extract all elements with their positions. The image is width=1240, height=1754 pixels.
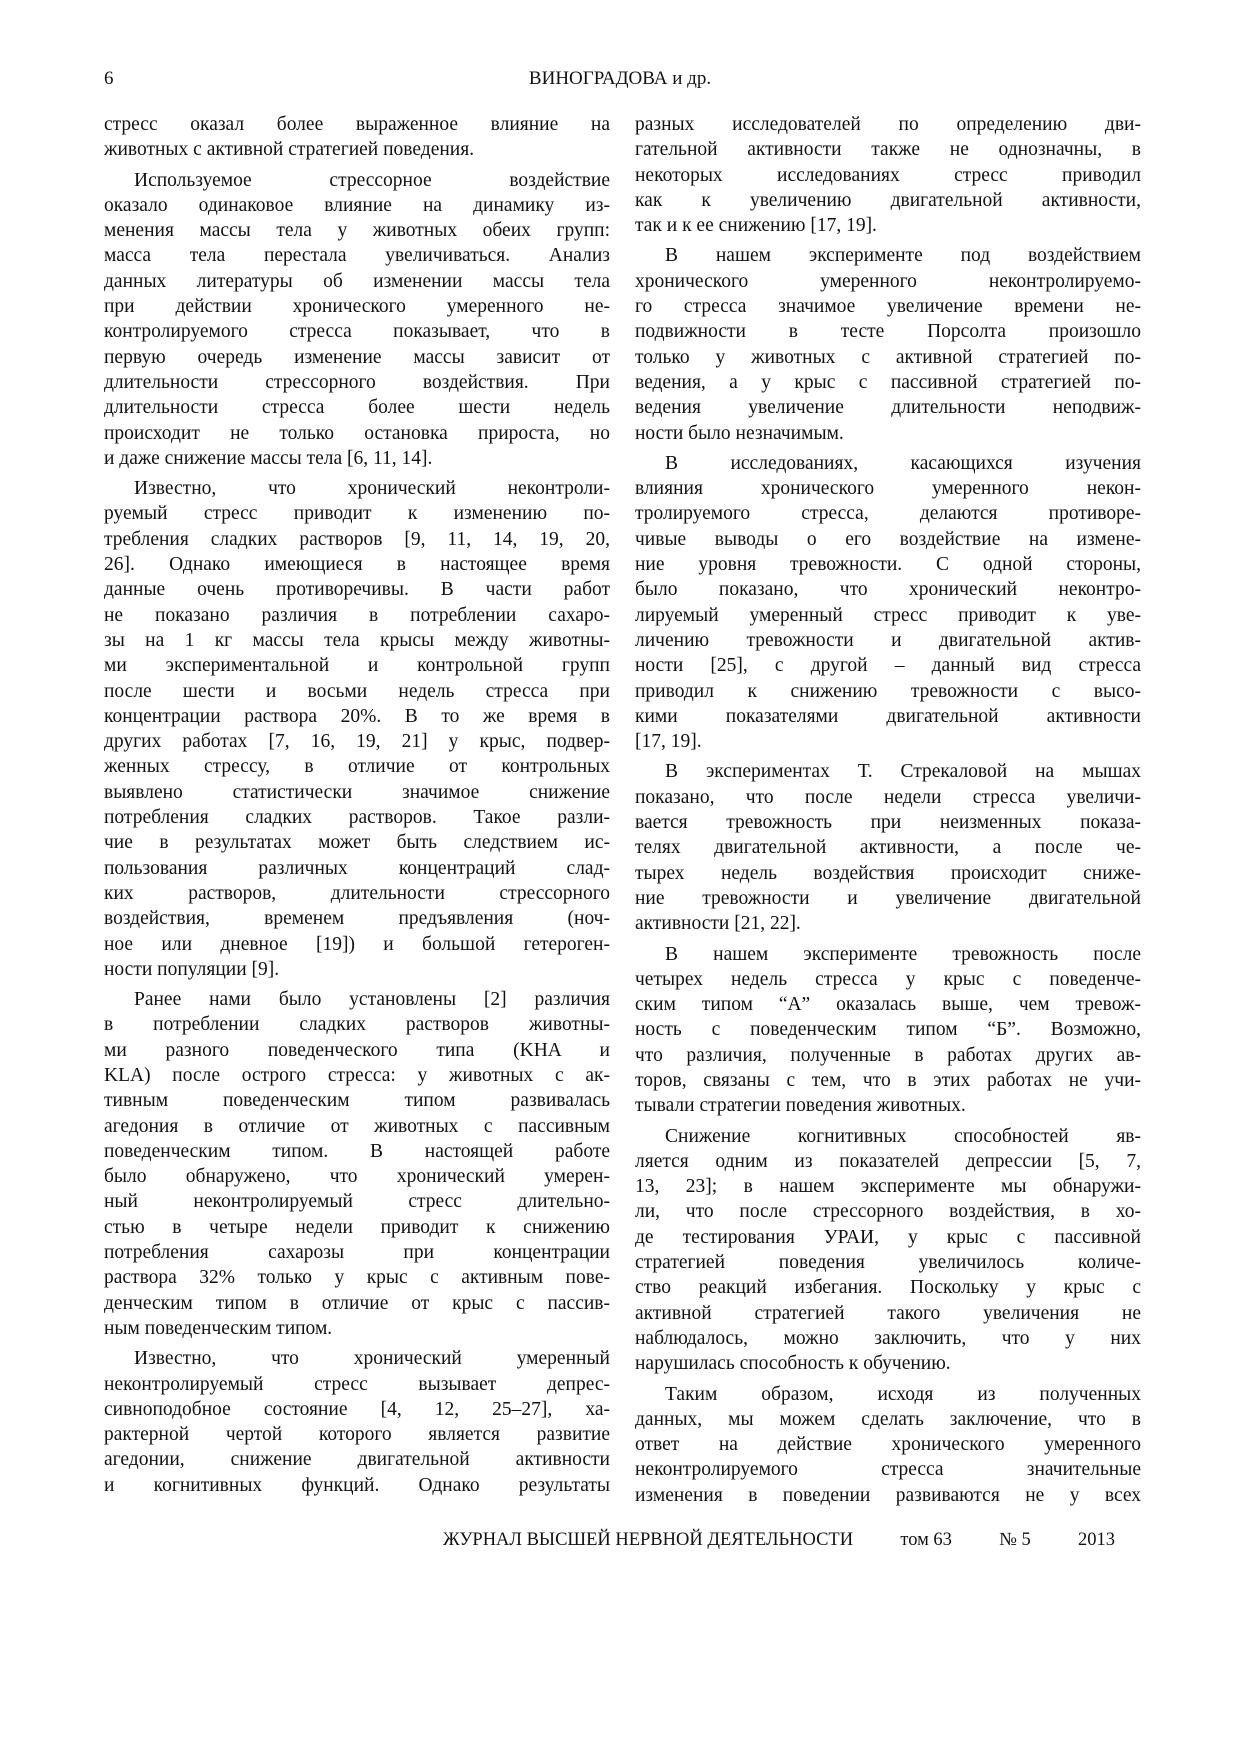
text-line: сивноподобное состояние [4, 12, 25–27], ха-	[104, 1398, 610, 1420]
text-line: было показано, что хронический неконтро-	[635, 579, 1141, 601]
text-line: неконтролируемый стресс вызывает депрес-	[104, 1373, 610, 1395]
text-line: ный неконтролируемый стресс длительно-	[104, 1191, 610, 1213]
text-line: денческим типом в отличие от крыс с пассив-	[104, 1292, 610, 1314]
text-line: тролируемого стресса, делаются противоре-	[635, 503, 1141, 525]
text-line: влияния хронического умеренного некон-	[635, 478, 1141, 500]
text-line: что различия, полученные в работах других ав-	[635, 1044, 1141, 1066]
text-line: других работах [7, 16, 19, 21] у крыс, подвер-	[104, 731, 610, 753]
text-line: 26]. Однако имеющиеся в настоящее время	[104, 554, 610, 576]
text-line: оказало одинаковое влияние на динамику из-	[104, 194, 610, 216]
text-line: длительности стрессорного воздействия. При	[104, 371, 610, 393]
text-line: только у животных с активной стратегией по-	[635, 346, 1141, 368]
text-line: и когнитивных функций. Однако результаты	[104, 1474, 610, 1496]
text-line: некоторых исследованиях стресс приводил	[635, 164, 1141, 186]
text-line: животных с активной стратегией поведения.	[104, 139, 475, 161]
text-line: ких растворов, длительности стрессорного	[104, 882, 610, 904]
text-line: хронического умеренного неконтролируемо-	[635, 270, 1141, 292]
text-line: гательной активности также не однозначны, в	[635, 139, 1141, 161]
paragraph	[104, 1346, 610, 1498]
text-line: потребления сахарозы при концентрации	[104, 1242, 610, 1264]
text-line: неконтролируемого стресса значительные	[635, 1459, 1141, 1481]
text-line: четырех недель стресса у крыс с поведенче-	[635, 968, 1141, 990]
text-line: концентрации раствора 20%. В то же время в	[104, 705, 610, 727]
text-line: кими показателями двигательной активности	[635, 705, 1141, 727]
journal-name: ЖУРНАЛ ВЫСШЕЙ НЕРВНОЙ ДЕЯТЕЛЬНОСТИ	[443, 1530, 854, 1550]
paragraph	[635, 451, 1141, 755]
text-line: тивным поведенческим типом развивалась	[104, 1090, 610, 1112]
text-line: так и к ее снижению [17, 19].	[635, 215, 877, 237]
paragraph	[635, 112, 1141, 238]
text-line: ность с поведенческим типом “Б”. Возможно,	[635, 1019, 1141, 1041]
text-line: ми разного поведенческого типа (KHA и	[104, 1039, 610, 1061]
text-line: потребления сладких растворов. Такое разли-	[104, 807, 610, 829]
text-line: ние тревожности и увеличение двигательной	[635, 887, 1141, 909]
paragraph	[104, 476, 610, 982]
text-line: женных стрессу, в отличие от контрольных	[104, 756, 610, 778]
text-line: вается тревожность при неизменных показа-	[635, 812, 1141, 834]
text-line: ное или дневное [19]) и большой гетероген-	[104, 933, 610, 955]
text-line: В экспериментах Т. Стрекаловой на мышах	[665, 761, 1141, 783]
text-line: ляется одним из показателей депрессии [5, 7,	[635, 1150, 1141, 1172]
text-line: в потреблении сладких растворов животны-	[104, 1014, 610, 1036]
text-line: данные очень противоречивы. В части работ	[104, 579, 610, 601]
journal-issue: № 5	[999, 1530, 1031, 1550]
text-line: пользования различных концентраций слад-	[104, 857, 610, 879]
text-line: разных исследователей по определению дви-	[635, 114, 1141, 135]
text-line: контролируемого стресса показывает, что в	[104, 321, 610, 343]
text-line: было обнаружено, что хронический умерен-	[104, 1166, 610, 1188]
text-line: Снижение когнитивных способностей яв-	[665, 1125, 1141, 1147]
paragraph	[635, 942, 1141, 1119]
paragraph	[635, 1124, 1141, 1377]
text-line: требления сладких растворов [9, 11, 14, 19, 20,	[104, 528, 610, 550]
text-line: го стресса значимое увеличение времени не-	[635, 296, 1141, 318]
text-line: ми экспериментальной и контрольной групп	[104, 655, 610, 677]
journal-volume: том 63	[900, 1530, 952, 1550]
paragraph	[635, 759, 1141, 936]
text-line: ответ на действие хронического умеренного	[635, 1434, 1141, 1456]
text-line: как к увеличению двигательной активности,	[635, 189, 1141, 211]
text-line: происходит не только остановка прироста, но	[104, 422, 610, 444]
text-line: длительности стресса более шести недель	[104, 397, 610, 419]
text-line: Известно, что хронический умеренный	[134, 1348, 610, 1370]
text-line: показано, что после недели стресса увеличи-	[635, 786, 1141, 808]
text-line: ведения увеличение длительности неподвиж-	[635, 397, 1141, 419]
text-line: наблюдалось, можно заключить, что у них	[635, 1327, 1141, 1349]
text-line: торов, связаны с тем, что в этих работах не учи-	[635, 1069, 1141, 1091]
paragraph	[104, 168, 610, 472]
text-line: и даже снижение массы тела [6, 11, 14].	[104, 447, 433, 469]
text-line: подвижности в тесте Порсолта произошло	[635, 321, 1141, 343]
journal-footer	[443, 1530, 1115, 1551]
paragraph	[104, 987, 610, 1341]
text-line: агедония в отличие от животных с пассивным	[104, 1115, 610, 1137]
text-line: тывали стратегии поведения животных.	[635, 1095, 966, 1117]
left-column	[104, 112, 610, 1503]
journal-year: 2013	[1078, 1530, 1115, 1550]
text-line: В нашем эксперименте тревожность после	[665, 943, 1141, 965]
running-title: ВИНОГРАДОВА и др.	[528, 68, 712, 89]
paragraph	[635, 1382, 1141, 1508]
text-line: ским типом “А” оказалась выше, чем тревож-	[635, 994, 1141, 1016]
text-line: при действии хронического умеренного не-	[104, 296, 610, 318]
text-line: данных литературы об изменении массы тела	[104, 270, 610, 292]
text-line: руемый стресс приводит к изменению по-	[104, 503, 610, 525]
page-number: 6	[104, 68, 114, 89]
text-line: Известно, что хронический неконтроли-	[134, 478, 610, 500]
text-line: зы на 1 кг массы тела крысы между животны-	[104, 629, 610, 651]
text-line: активной стратегией такого увеличения не	[635, 1302, 1141, 1324]
text-line: ным поведенческим типом.	[104, 1317, 333, 1339]
text-line: В нашем эксперименте под воздействием	[665, 245, 1141, 267]
text-line: стратегией поведения увеличилось количе-	[635, 1252, 1141, 1274]
right-column	[635, 112, 1141, 1513]
text-line: менения массы тела у животных обеих групп:	[104, 220, 610, 242]
text-line: стресс оказал более выраженное влияние на	[104, 114, 610, 135]
text-line: стью в четыре недели приводит к снижению	[104, 1216, 610, 1238]
text-line: чие в результатах может быть следствием ис-	[104, 832, 610, 854]
text-line: ство реакций избегания. Поскольку у крыс с	[635, 1277, 1141, 1299]
text-line: раствора 32% только у крыс с активным пове-	[104, 1267, 610, 1289]
text-line: нарушилась способность к обучению.	[635, 1353, 951, 1375]
text-line: Таким образом, исходя из полученных	[665, 1383, 1141, 1405]
text-line: Используемое стрессорное воздействие	[134, 169, 610, 191]
text-line: Ранее нами было установлены [2] различия	[134, 989, 610, 1011]
text-line: [17, 19].	[635, 731, 702, 753]
paragraph	[104, 112, 610, 163]
text-line: ности популяции [9].	[104, 958, 280, 980]
text-line: после шести и восьми недель стресса при	[104, 680, 610, 702]
text-line: агедонии, снижение двигательной активности	[104, 1449, 610, 1471]
text-line: В исследованиях, касающихся изучения	[665, 452, 1141, 474]
text-line: чивые выводы о его воздействие на измене-	[635, 528, 1141, 550]
text-line: масса тела перестала увеличиваться. Анализ	[104, 245, 610, 267]
text-line: выявлено статистически значимое снижение	[104, 781, 610, 803]
text-line: изменения в поведении развиваются не у всех	[635, 1484, 1141, 1506]
text-line: телях двигательной активности, а после че-	[635, 837, 1141, 859]
text-line: ли, что после стрессорного воздействия, в хо-	[635, 1201, 1141, 1223]
text-line: KLA) после острого стресса: у животных с ак-	[104, 1064, 610, 1086]
text-line: ности было незначимым.	[635, 422, 844, 444]
text-line: де тестирования УРАИ, у крыс с пассивной	[635, 1226, 1141, 1248]
text-line: приводил к снижению тревожности с высо-	[635, 680, 1141, 702]
text-line: активности [21, 22].	[635, 913, 801, 935]
paragraph	[635, 243, 1141, 445]
text-line: ности [25], с другой – данный вид стресса	[635, 655, 1141, 677]
text-line: ведения, а у крыс с пассивной стратегией по-	[635, 371, 1141, 393]
text-line: поведенческим типом. В настоящей работе	[104, 1140, 610, 1162]
text-line: воздействия, временем предъявления (ноч-	[104, 908, 610, 930]
text-line: не показано различия в потреблении сахаро-	[104, 604, 610, 626]
text-line: личению тревожности и двигательной актив-	[635, 629, 1141, 651]
text-line: лируемый умеренный стресс приводит к уве-	[635, 604, 1141, 626]
text-line: рактерной чертой которого является развитие	[104, 1424, 610, 1446]
text-line: 13, 23]; в нашем эксперименте мы обнаружи-	[635, 1176, 1141, 1198]
text-line: тырех недель воздействия происходит сниже-	[635, 862, 1141, 884]
text-line: ние уровня тревожности. С одной стороны,	[635, 554, 1141, 576]
text-line: первую очередь изменение массы зависит от	[104, 346, 610, 368]
text-line: данных, мы можем сделать заключение, что в	[635, 1408, 1141, 1430]
